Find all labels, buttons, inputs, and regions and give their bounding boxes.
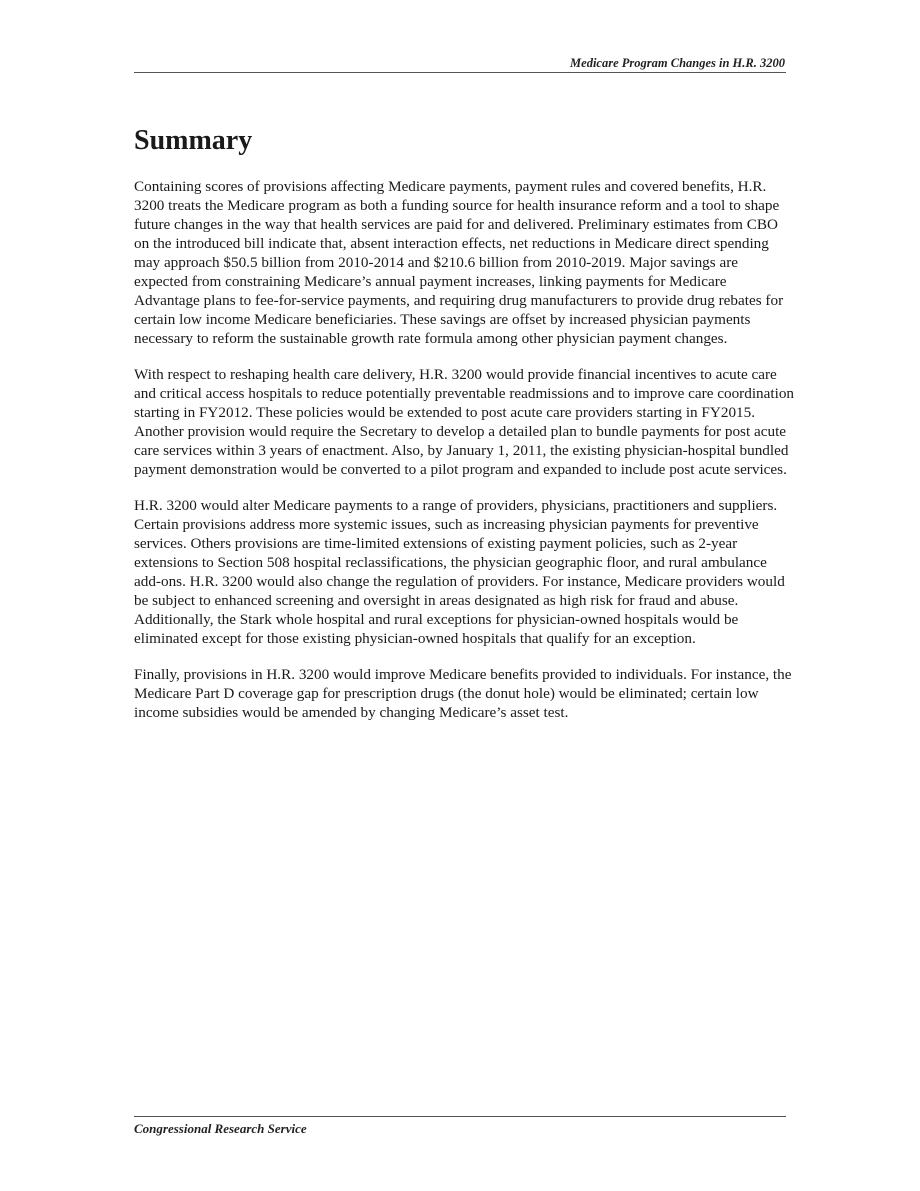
section-title: Summary [134, 125, 253, 156]
paragraph-3: H.R. 3200 would alter Medicare payments to a range of providers, physicians, practitioners and suppliers. Certain provisions address more systemic issues, such as increasing physician payments for preventive services. Others provisions are time-limited extensions of existing payment policies, such as 2-year extensions to Section 508 hospital reclassifications, the physician geographic floor, and rural ambulance add-ons. H.R. 3200 would also change the regulation of providers. For instance, Medicare providers would be subject to enhanced screening and oversight in areas designated as high risk for fraud and abuse. Additionally, the Stark whole hospital and rural exceptions for physician-owned hospitals would be eliminated except for those existing physician-owned hospitals that qualify for an exception. [134, 497, 785, 647]
summary-body [134, 177, 794, 739]
footer-divider [134, 1116, 786, 1117]
header-divider [134, 72, 786, 73]
running-footer-organization: Congressional Research Service [134, 1121, 307, 1136]
running-header-title: Medicare Program Changes in H.R. 3200 [570, 56, 785, 70]
paragraph-2: With respect to reshaping health care delivery, H.R. 3200 would provide financial incentives to acute care and critical access hospitals to reduce potentially preventable readmissions and to improve care coordination starting in FY2012. These policies would be extended to post acute care providers starting in FY2015. Another provision would require the Secretary to develop a detailed plan to bundle payments for post acute care services within 3 years of enactment. Also, by January 1, 2011, the existing physician-hospital bundled payment demonstration would be converted to a pilot program and expanded to include post acute services. [134, 366, 795, 478]
paragraph-4: Finally, provisions in H.R. 3200 would improve Medicare benefits provided to individuals. For instance, the Medicare Part D coverage gap for prescription drugs (the donut hole) would be eliminated; certain low income subsidies would be amended by changing Medicare’s asset test. [134, 666, 792, 721]
paragraph-1: Containing scores of provisions affecting Medicare payments, payment rules and covered benefits, H.R. 3200 treats the Medicare program as both a funding source for health insurance reform and a tool to shape future changes in the way that health services are paid for and delivered. Preliminary estimates from CBO on the introduced bill indicate that, absent interaction effects, net reductions in Medicare direct spending may approach $50.5 billion from 2010-2014 and $210.6 billion from 2010-2019. Major savings are expected from constraining Medicare’s annual payment increases, linking payments for Medicare Advantage plans to fee-for-service payments, and requiring drug manufacturers to provide drug rebates for certain low income Medicare beneficiaries. These savings are offset by increased physician payments necessary to reform the sustainable growth rate formula among other physician payment changes. [134, 178, 784, 347]
